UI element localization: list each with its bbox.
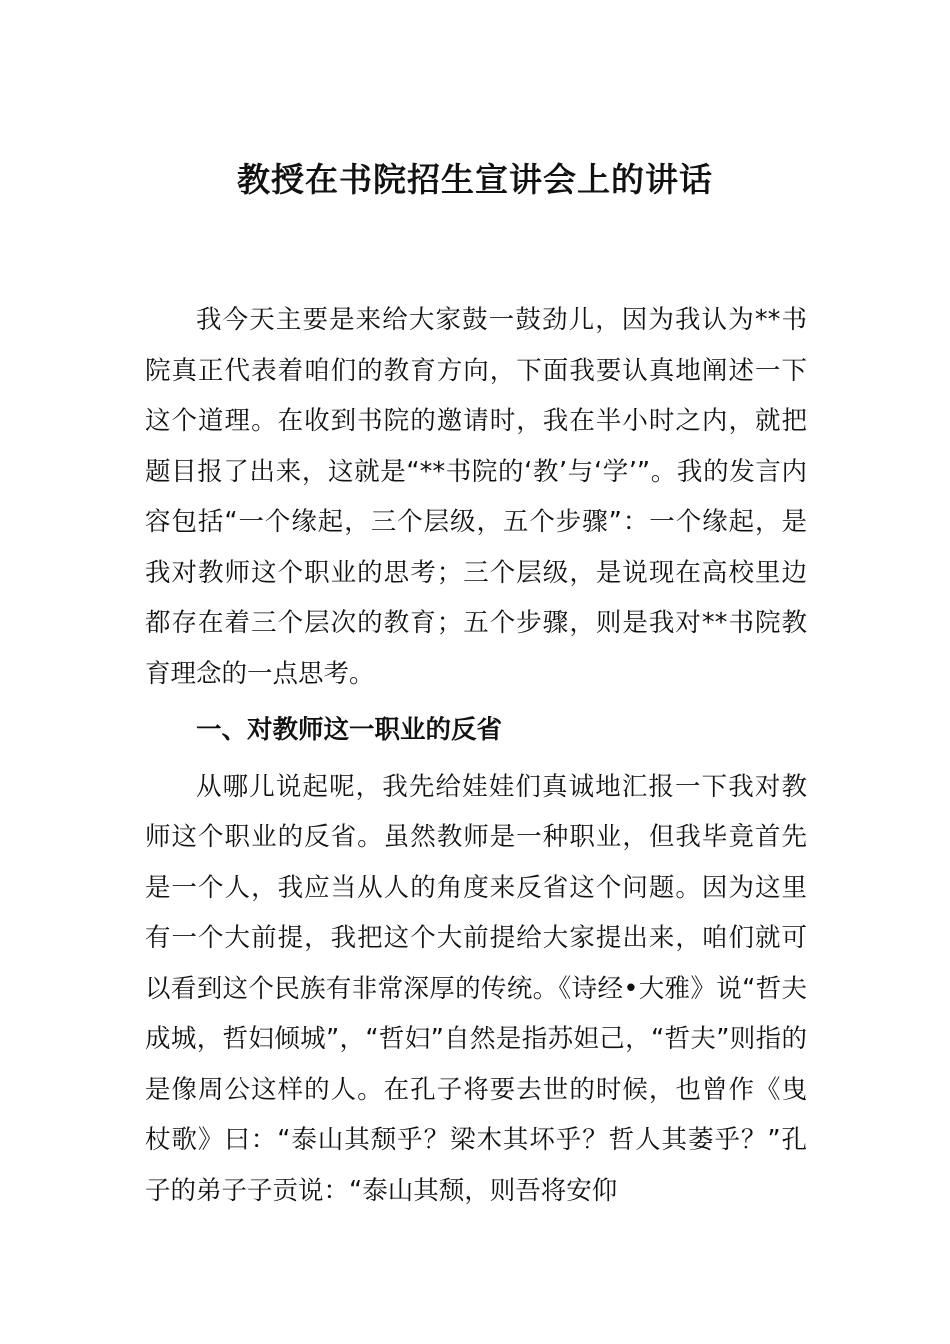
- section-heading: 一、对教师这一职业的反省: [196, 715, 503, 745]
- document-title: 教授在书院招生宣讲会上的讲话: [237, 160, 713, 199]
- intro-paragraph: 我今天主要是来给大家鼓一鼓劲儿，因为我认为**书院真正代表着咱们的教育方向，下面我要认真地阐述一下这个道理。在收到书院的邀请时，我在半小时之内，就把题目报了出来，这就是“**书院的‘教’与‘学’”。我的发言内容包括“一个缘起，三个层级，五个步骤”：一个缘起，是我对教师这个职业的思考；三个层级，是说现在高校里边都存在着三个层次的教育；五个步骤，则是我对**书院教育理念的一点思考。: [145, 305, 807, 689]
- document-body: [145, 295, 807, 1216]
- section-paragraph: 从哪儿说起呢，我先给娃娃们真诚地汇报一下我对教师这个职业的反省。虽然教师是一种职业，但我毕竟首先是一个人，我应当从人的角度来反省这个问题。因为这里有一个大前提，我把这个大前提给大家提出来，咱们就可以看到这个民族有非常深厚的传统。《诗经•大雅》说“哲夫成城，哲妇倾城”，“哲妇”自然是指苏妲己，“哲夫”则指的是像周公这样的人。在孔子将要去世的时候，也曾作《曳杖歌》曰：“泰山其颓乎？梁木其坏乎？哲人其萎乎？”孔子的弟子子贡说：“泰山其颓，则吾将安仰: [145, 771, 807, 1206]
